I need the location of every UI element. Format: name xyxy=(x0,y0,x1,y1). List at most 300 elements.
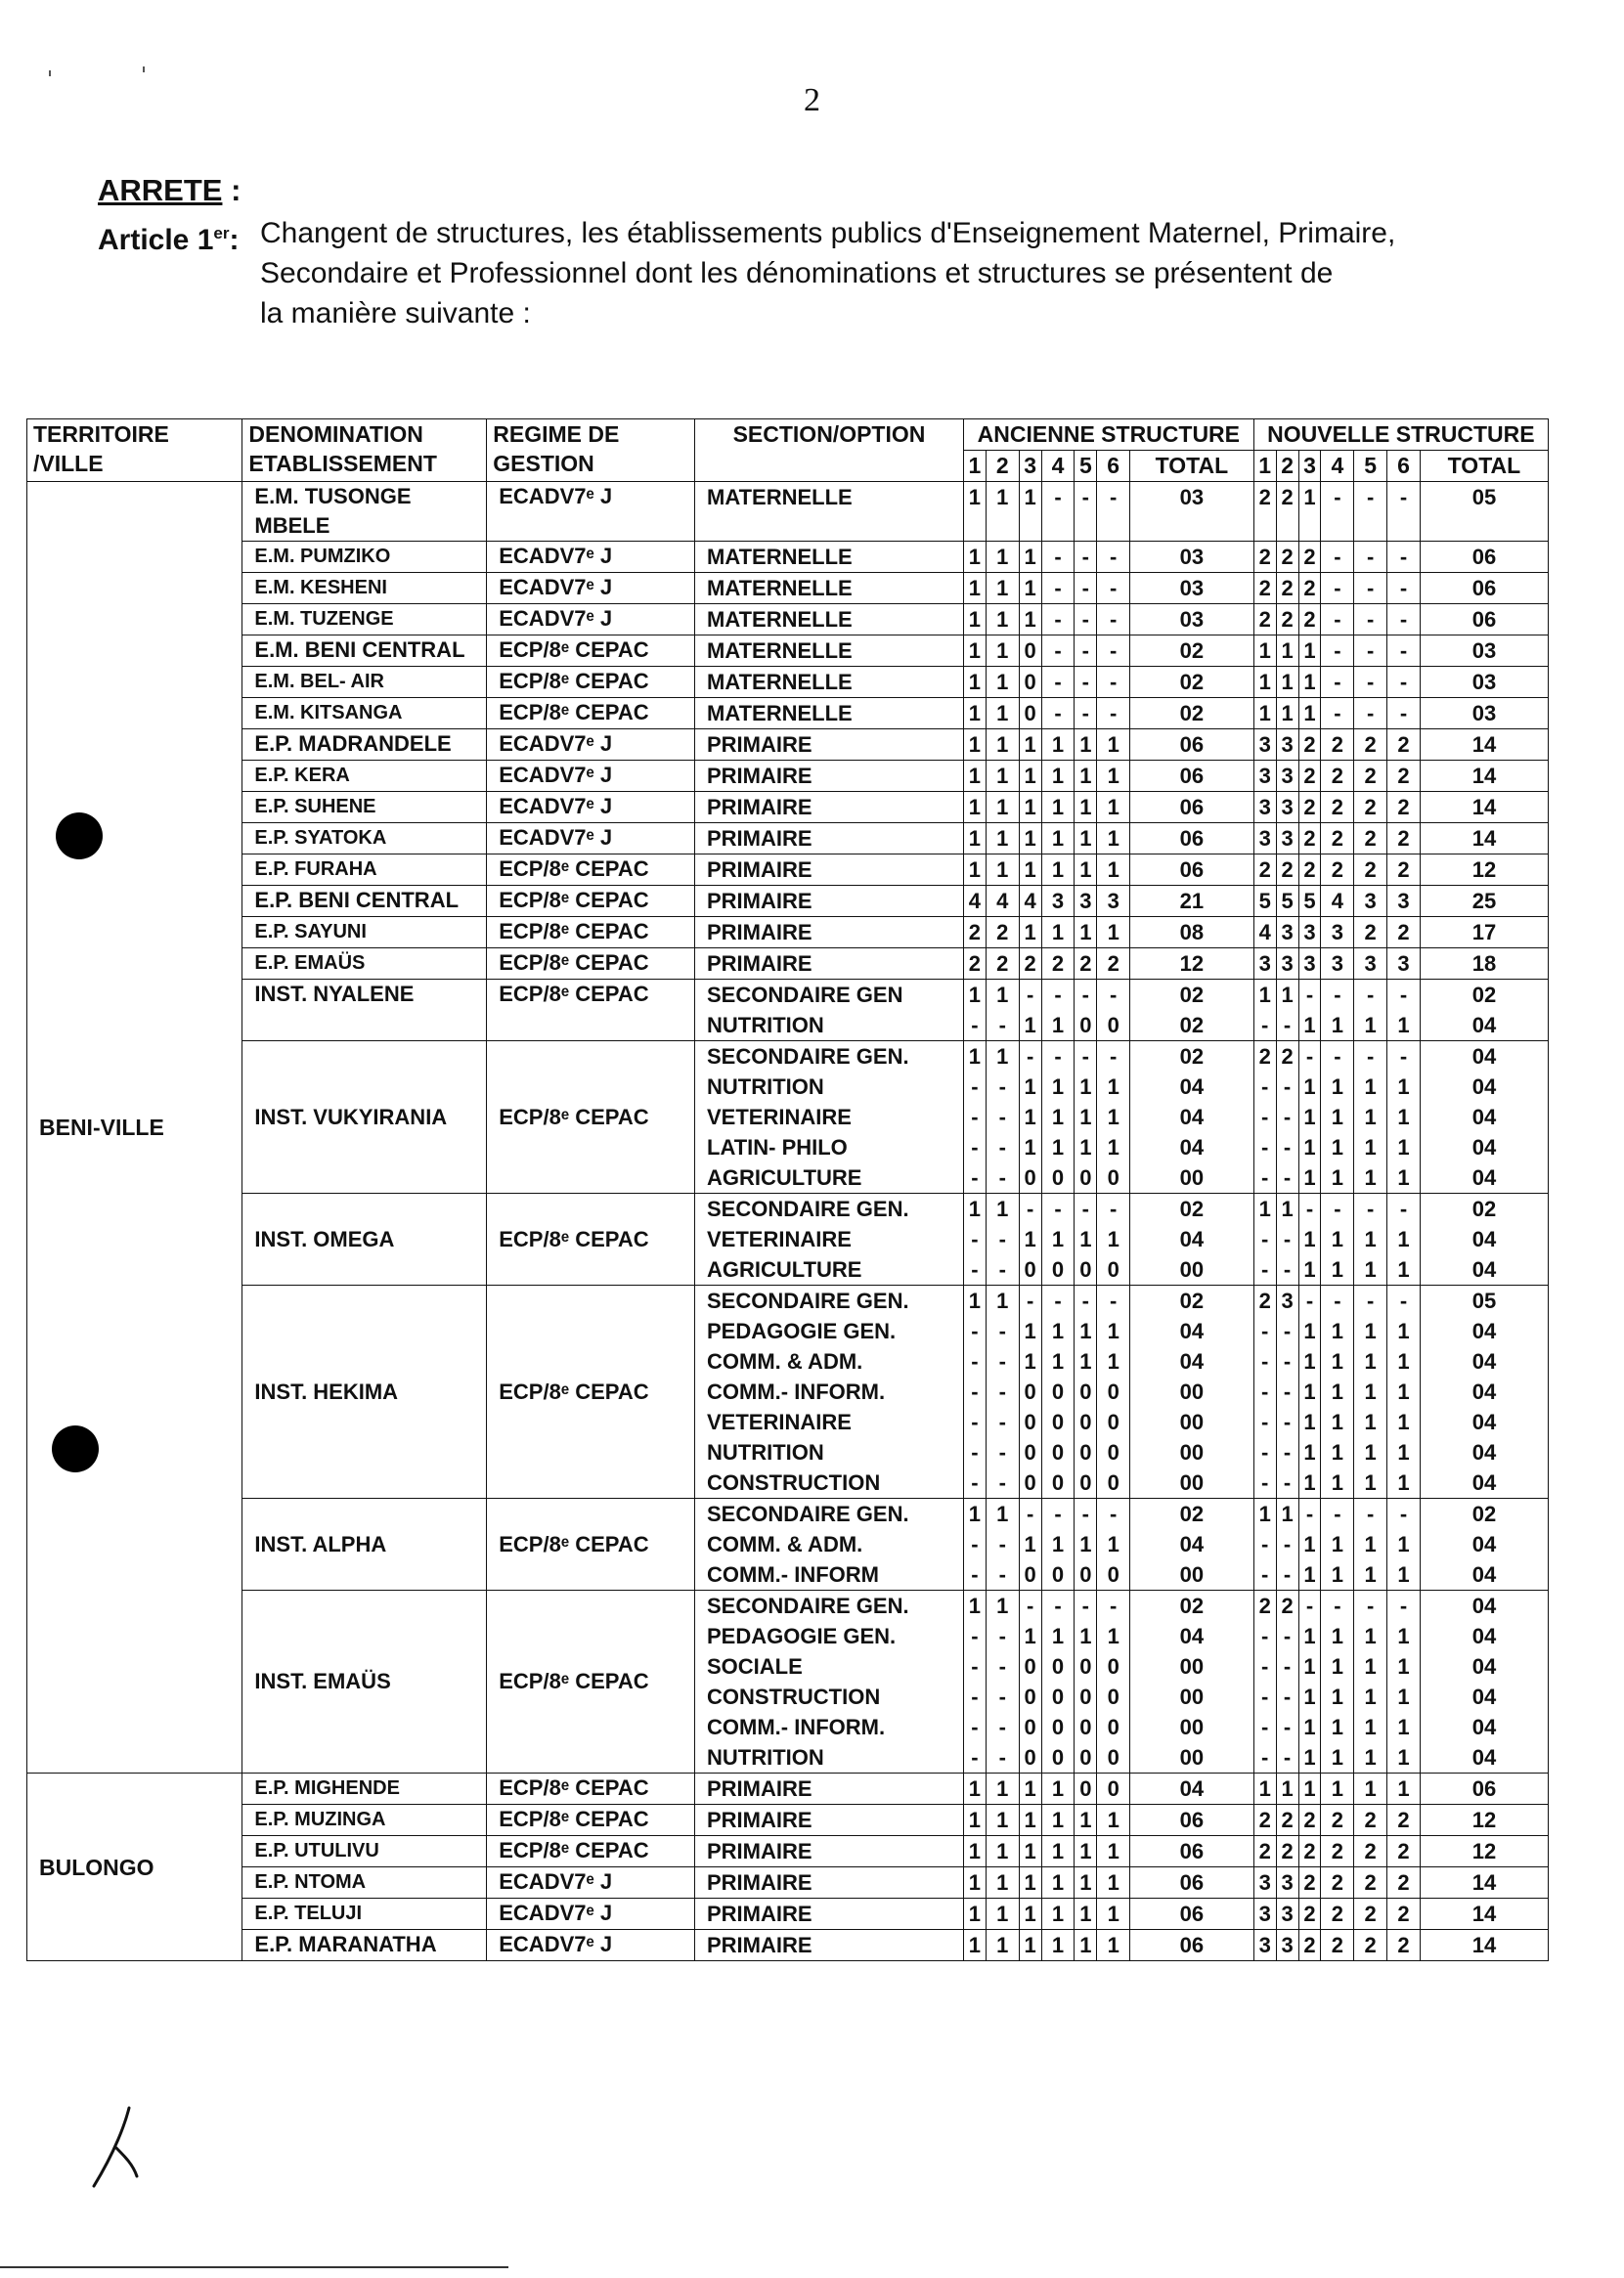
structure-value: - xyxy=(1081,485,1089,509)
old-structure-cell xyxy=(1075,761,1097,792)
structure-value: 1 xyxy=(1331,1105,1343,1129)
structure-value: 17 xyxy=(1471,920,1497,944)
section-label: VETERINAIRE xyxy=(707,1227,852,1251)
header-territoire-line: TERRITOIRE xyxy=(33,421,169,447)
structure-value: 1 xyxy=(1364,1165,1377,1190)
structure-value: 2 xyxy=(1258,857,1271,882)
structure-value: 04 xyxy=(1471,1654,1497,1679)
structure-value: 2 xyxy=(968,951,982,976)
structure-value: 2 xyxy=(1303,607,1316,632)
structure-value: 04 xyxy=(1179,1624,1205,1648)
structure-value: 02 xyxy=(1179,1502,1205,1526)
structure-value: - xyxy=(998,1470,1006,1495)
structure-value: - xyxy=(971,1349,979,1374)
structure-value: 1 xyxy=(968,670,982,694)
school-name: E.P. SUHENE xyxy=(242,792,487,823)
old-structure-cell xyxy=(1130,1286,1254,1499)
section-cell xyxy=(695,1194,964,1286)
structure-value: 1 xyxy=(1364,1380,1377,1404)
section-label: VETERINAIRE xyxy=(707,1105,852,1129)
old-structure-cell xyxy=(1075,1899,1097,1930)
school-regime: ECP/8ᵉ CEPAC xyxy=(487,667,695,698)
old-structure-cell xyxy=(1075,1591,1097,1774)
structure-value: 5 xyxy=(1281,889,1294,913)
structure-value: 2 xyxy=(1397,795,1410,819)
structure-value: 1 xyxy=(1051,1227,1065,1251)
table-row xyxy=(27,980,1549,1041)
header-nouvelle: NOUVELLE STRUCTURE xyxy=(1253,419,1548,451)
old-structure-cell xyxy=(1130,886,1254,917)
new-structure-cell xyxy=(1321,792,1354,823)
section-cell xyxy=(695,1867,964,1899)
structure-value: 0 xyxy=(1107,1685,1119,1709)
structure-value: 1 xyxy=(1397,1624,1410,1648)
structure-value: 1 xyxy=(968,545,982,569)
structure-value: 06 xyxy=(1179,795,1205,819)
school-regime: ECADV7ᵉ J xyxy=(487,604,695,635)
structure-value: 14 xyxy=(1471,1870,1497,1895)
structure-value: 1 xyxy=(1331,1470,1343,1495)
structure-value: - xyxy=(1261,1410,1269,1434)
old-structure-cell xyxy=(1130,1774,1254,1805)
article-line: Changent de structures, les établissements publics d'Enseignement Maternel, Primaire, xyxy=(260,217,1396,249)
structure-value: 05 xyxy=(1471,1289,1497,1313)
old-structure-cell xyxy=(1130,667,1254,698)
old-structure-cell xyxy=(986,729,1019,761)
structure-value: 2 xyxy=(1397,732,1410,757)
structure-value: 2 xyxy=(1258,485,1271,509)
structure-value: - xyxy=(1399,701,1408,725)
structure-value: - xyxy=(1283,1410,1292,1434)
new-structure-cell xyxy=(1298,948,1321,980)
section-cell xyxy=(695,1591,964,1774)
header-territoire xyxy=(27,419,242,482)
new-structure-cell xyxy=(1420,1867,1548,1899)
structure-value: 2 xyxy=(1397,857,1410,882)
school-name: E.P. EMAÜS xyxy=(242,948,487,980)
structure-value: 3 xyxy=(1331,951,1343,976)
structure-value: - xyxy=(971,1562,979,1587)
new-structure-cell xyxy=(1354,573,1387,604)
structure-value: 3 xyxy=(1281,795,1294,819)
structure-value: - xyxy=(1399,1502,1408,1526)
new-structure-cell xyxy=(1387,1805,1421,1836)
structure-value: 04 xyxy=(1471,1013,1497,1037)
structure-value: 2 xyxy=(1051,951,1065,976)
new-structure-cell xyxy=(1354,1499,1387,1591)
new-structure-cell xyxy=(1298,542,1321,573)
old-structure-cell xyxy=(1097,761,1130,792)
table-row xyxy=(27,482,1549,542)
new-structure-cell xyxy=(1387,667,1421,698)
new-structure-cell xyxy=(1298,823,1321,854)
old-structure-cell xyxy=(986,542,1019,573)
structure-value: - xyxy=(1399,670,1408,694)
old-structure-cell xyxy=(986,761,1019,792)
table-row xyxy=(27,1591,1549,1774)
section-cell xyxy=(695,1836,964,1867)
new-structure-cell xyxy=(1253,698,1276,729)
structure-value: - xyxy=(1305,1197,1314,1221)
old-structure-cell xyxy=(1097,1836,1130,1867)
new-structure-cell xyxy=(1298,917,1321,948)
table-row xyxy=(27,1499,1549,1591)
new-structure-cell xyxy=(1354,980,1387,1041)
structure-value: - xyxy=(971,1257,979,1282)
arrete-title: ARRETE xyxy=(98,173,223,207)
old-structure-cell xyxy=(986,1867,1019,1899)
structure-value: - xyxy=(971,1470,979,1495)
structure-value: - xyxy=(1283,1532,1292,1556)
structure-value: - xyxy=(1334,607,1341,632)
header-new-col: TOTAL xyxy=(1420,451,1548,482)
structure-value: 02 xyxy=(1179,1594,1205,1618)
structure-value: 1 xyxy=(1364,1410,1377,1434)
structure-value: 2 xyxy=(1364,857,1377,882)
structure-value: 1 xyxy=(1303,1349,1316,1374)
old-structure-cell xyxy=(1097,1591,1130,1774)
new-structure-cell xyxy=(1354,729,1387,761)
new-structure-cell xyxy=(1276,761,1298,792)
structure-value: 2 xyxy=(1303,732,1316,757)
new-structure-cell xyxy=(1321,917,1354,948)
table-row xyxy=(27,761,1549,792)
school-regime: ECP/8ᵉ CEPAC xyxy=(487,1591,695,1774)
new-structure-cell xyxy=(1321,1499,1354,1591)
structure-value: 02 xyxy=(1179,1289,1205,1313)
old-structure-cell xyxy=(1130,1930,1254,1961)
old-structure-cell xyxy=(963,1836,986,1867)
section-label: AGRICULTURE xyxy=(707,1165,862,1190)
structure-value: 1 xyxy=(1303,485,1316,509)
structure-value: 06 xyxy=(1471,576,1497,600)
new-structure-cell xyxy=(1321,635,1354,667)
structure-value: 1 xyxy=(1281,983,1294,1007)
structure-value: 03 xyxy=(1179,607,1205,632)
old-structure-cell xyxy=(986,1930,1019,1961)
new-structure-cell xyxy=(1387,1194,1421,1286)
structure-value: 1 xyxy=(968,795,982,819)
structure-value: - xyxy=(1367,485,1375,509)
old-structure-cell xyxy=(1097,1805,1130,1836)
structure-value: - xyxy=(1261,1470,1269,1495)
structure-value: - xyxy=(998,1532,1006,1556)
old-structure-cell xyxy=(986,886,1019,917)
structure-value: 1 xyxy=(1024,1870,1036,1895)
section-label: SECONDAIRE GEN. xyxy=(707,1594,909,1618)
old-structure-cell xyxy=(1041,635,1075,667)
old-structure-cell xyxy=(986,635,1019,667)
old-structure-cell xyxy=(963,886,986,917)
structure-value: 1 xyxy=(996,983,1009,1007)
table-row xyxy=(27,1041,1549,1194)
structure-value: 1 xyxy=(968,576,982,600)
structure-value: - xyxy=(1054,1502,1062,1526)
old-structure-cell xyxy=(1041,1836,1075,1867)
old-structure-cell xyxy=(1019,1899,1041,1930)
structure-value: 1 xyxy=(1079,732,1092,757)
structure-value: - xyxy=(1283,1013,1292,1037)
structure-value: 0 xyxy=(1051,1410,1065,1434)
new-structure-cell xyxy=(1420,980,1548,1041)
structure-value: 1 xyxy=(1258,638,1271,663)
structure-value: 0 xyxy=(1051,1745,1065,1770)
header-old-col: 2 xyxy=(986,451,1019,482)
new-structure-cell xyxy=(1276,667,1298,698)
new-structure-cell xyxy=(1420,761,1548,792)
structure-value: 1 xyxy=(1107,1808,1119,1832)
old-structure-cell xyxy=(1041,667,1075,698)
structure-value: 0 xyxy=(1024,1380,1036,1404)
structure-value: 1 xyxy=(968,1197,982,1221)
school-regime: ECP/8ᵉ CEPAC xyxy=(487,854,695,886)
new-structure-cell xyxy=(1276,1867,1298,1899)
structure-value: - xyxy=(1054,607,1062,632)
new-structure-cell xyxy=(1387,1836,1421,1867)
structure-value: 3 xyxy=(1258,1870,1271,1895)
table-row xyxy=(27,635,1549,667)
structure-value: 1 xyxy=(1051,1902,1065,1926)
structure-value: 2 xyxy=(1331,795,1343,819)
structure-value: 00 xyxy=(1179,1440,1205,1465)
table-row xyxy=(27,1774,1549,1805)
structure-value: 04 xyxy=(1471,1594,1497,1618)
new-structure-cell xyxy=(1387,1930,1421,1961)
old-structure-cell xyxy=(986,1836,1019,1867)
new-structure-cell xyxy=(1420,1805,1548,1836)
old-structure-cell xyxy=(1097,482,1130,542)
old-structure-cell xyxy=(1041,1774,1075,1805)
structure-value: 1 xyxy=(1107,1105,1119,1129)
old-structure-cell xyxy=(986,1499,1019,1591)
structure-value: 2 xyxy=(1397,764,1410,788)
structure-value: 1 xyxy=(1258,1197,1271,1221)
structure-value: - xyxy=(998,1349,1006,1374)
structure-value: 1 xyxy=(1079,1105,1092,1129)
structure-value: - xyxy=(1110,701,1118,725)
new-structure-cell xyxy=(1276,1836,1298,1867)
structure-value: 0 xyxy=(1051,1165,1065,1190)
section-cell xyxy=(695,948,964,980)
table-row xyxy=(27,948,1549,980)
table-row xyxy=(27,792,1549,823)
structure-value: 14 xyxy=(1471,826,1497,851)
old-structure-cell xyxy=(1097,854,1130,886)
structure-value: 1 xyxy=(1079,1933,1092,1957)
old-structure-cell xyxy=(963,980,986,1041)
structure-value: 2 xyxy=(1281,1839,1294,1863)
structure-value: 1 xyxy=(1107,826,1119,851)
structure-value: 1 xyxy=(968,1594,982,1618)
structure-value: 2 xyxy=(1303,1839,1316,1863)
section-cell xyxy=(695,854,964,886)
old-structure-cell xyxy=(963,1499,986,1591)
structure-value: 00 xyxy=(1179,1380,1205,1404)
school-regime: ECP/8ᵉ CEPAC xyxy=(487,698,695,729)
structure-value: 3 xyxy=(1281,732,1294,757)
new-structure-cell xyxy=(1354,823,1387,854)
structure-value: 3 xyxy=(1281,1902,1294,1926)
section-cell xyxy=(695,635,964,667)
table-row xyxy=(27,1194,1549,1286)
new-structure-cell xyxy=(1253,823,1276,854)
old-structure-cell xyxy=(963,1930,986,1961)
structure-value: 04 xyxy=(1179,1349,1205,1374)
new-structure-cell xyxy=(1354,667,1387,698)
old-structure-cell xyxy=(1075,635,1097,667)
structure-value: - xyxy=(1261,1562,1269,1587)
section-cell xyxy=(695,573,964,604)
old-structure-cell xyxy=(986,792,1019,823)
structure-value: 2 xyxy=(1281,1808,1294,1832)
structure-value: 0 xyxy=(1051,1470,1065,1495)
old-structure-cell xyxy=(1097,1499,1130,1591)
structure-value: - xyxy=(1367,670,1375,694)
structure-value: - xyxy=(1261,1715,1269,1739)
old-structure-cell xyxy=(1097,1899,1130,1930)
old-structure-cell xyxy=(986,1286,1019,1499)
structure-value: - xyxy=(971,1380,979,1404)
structure-value: - xyxy=(1261,1624,1269,1648)
old-structure-cell xyxy=(986,604,1019,635)
structure-value: 3 xyxy=(1258,795,1271,819)
school-regime: ECP/8ᵉ CEPAC xyxy=(487,635,695,667)
structure-value: 3 xyxy=(1397,951,1410,976)
new-structure-cell xyxy=(1354,792,1387,823)
structure-value: 2 xyxy=(1364,1870,1377,1895)
structure-value: 04 xyxy=(1471,1380,1497,1404)
new-structure-cell xyxy=(1321,604,1354,635)
structure-value: - xyxy=(1399,983,1408,1007)
structure-value: - xyxy=(1261,1165,1269,1190)
school-name: E.M. TUSONGE MBELE xyxy=(242,482,487,542)
structure-value: 1 xyxy=(1258,1502,1271,1526)
new-structure-cell xyxy=(1253,854,1276,886)
old-structure-cell xyxy=(1019,917,1041,948)
new-structure-cell xyxy=(1354,635,1387,667)
structure-value: 04 xyxy=(1179,1105,1205,1129)
header-old-col: 1 xyxy=(963,451,986,482)
school-regime: ECP/8ᵉ CEPAC xyxy=(487,980,695,1041)
structure-value: 1 xyxy=(1331,1135,1343,1160)
structure-value: - xyxy=(1283,1440,1292,1465)
structure-value: 2 xyxy=(1364,795,1377,819)
structure-value: 1 xyxy=(968,1776,982,1801)
old-structure-cell xyxy=(1041,948,1075,980)
structure-value: 04 xyxy=(1179,1074,1205,1099)
new-structure-cell xyxy=(1298,980,1321,1041)
new-structure-cell xyxy=(1276,1930,1298,1961)
old-structure-cell xyxy=(963,542,986,573)
section-label: PRIMAIRE xyxy=(707,1902,812,1926)
section-label: SECONDAIRE GEN. xyxy=(707,1197,909,1221)
structure-value: 1 xyxy=(1107,732,1119,757)
section-label: PEDAGOGIE GEN. xyxy=(707,1319,897,1343)
new-structure-cell xyxy=(1354,1286,1387,1499)
school-name: E.M. BENI CENTRAL xyxy=(242,635,487,667)
school-name: INST. NYALENE xyxy=(242,980,487,1041)
table-row xyxy=(27,729,1549,761)
new-structure-cell xyxy=(1321,823,1354,854)
new-structure-cell xyxy=(1276,573,1298,604)
structure-value: 2 xyxy=(1303,1902,1316,1926)
structure-value: 1 xyxy=(996,1933,1009,1957)
section-label: PRIMAIRE xyxy=(707,857,812,882)
structure-value: 2 xyxy=(1303,826,1316,851)
new-structure-cell xyxy=(1298,1286,1321,1499)
old-structure-cell xyxy=(986,1591,1019,1774)
structure-value: 0 xyxy=(1079,1562,1092,1587)
old-structure-cell xyxy=(1075,698,1097,729)
new-structure-cell xyxy=(1298,854,1321,886)
old-structure-cell xyxy=(1130,698,1254,729)
new-structure-cell xyxy=(1354,1194,1387,1286)
structure-value: 1 xyxy=(996,545,1009,569)
structure-value: - xyxy=(1110,983,1118,1007)
structure-value: 1 xyxy=(996,576,1009,600)
structure-value: 3 xyxy=(1258,826,1271,851)
structure-value: 1 xyxy=(1051,1074,1065,1099)
structure-value: 1 xyxy=(1051,1135,1065,1160)
structure-value: 00 xyxy=(1179,1654,1205,1679)
structure-value: - xyxy=(998,1227,1006,1251)
structure-value: - xyxy=(998,1380,1006,1404)
structure-value: 0 xyxy=(1079,1013,1092,1037)
structure-value: 1 xyxy=(1331,1654,1343,1679)
table-row xyxy=(27,823,1549,854)
structure-value: 1 xyxy=(1107,1074,1119,1099)
old-structure-cell xyxy=(1041,792,1075,823)
structure-value: 1 xyxy=(1024,1839,1036,1863)
structure-value: 1 xyxy=(968,1902,982,1926)
structure-value: - xyxy=(1261,1319,1269,1343)
structure-value: - xyxy=(971,1105,979,1129)
structure-value: 0 xyxy=(1024,1685,1036,1709)
structure-value: 1 xyxy=(1397,1745,1410,1770)
structure-value: - xyxy=(1283,1349,1292,1374)
new-structure-cell xyxy=(1298,698,1321,729)
new-structure-cell xyxy=(1387,729,1421,761)
old-structure-cell xyxy=(1041,482,1075,542)
structure-value: - xyxy=(1367,701,1375,725)
structure-value: 2 xyxy=(1397,920,1410,944)
structure-value: 03 xyxy=(1179,485,1205,509)
structure-value: 1 xyxy=(1364,1013,1377,1037)
structure-value: 3 xyxy=(1258,1933,1271,1957)
structure-value: 1 xyxy=(1024,1319,1036,1343)
structure-value: 1 xyxy=(1281,701,1294,725)
structure-value: 06 xyxy=(1179,857,1205,882)
structure-value: 0 xyxy=(1107,1013,1119,1037)
structure-value: 1 xyxy=(1303,1532,1316,1556)
structure-value: 1 xyxy=(1051,920,1065,944)
structure-value: - xyxy=(998,1074,1006,1099)
new-structure-cell xyxy=(1298,761,1321,792)
structure-value: - xyxy=(1334,701,1341,725)
structure-value: - xyxy=(1081,576,1089,600)
structure-value: - xyxy=(1261,1349,1269,1374)
new-structure-cell xyxy=(1321,761,1354,792)
old-structure-cell xyxy=(1097,1774,1130,1805)
old-structure-cell xyxy=(1075,1774,1097,1805)
structure-value: - xyxy=(1283,1135,1292,1160)
old-structure-cell xyxy=(986,573,1019,604)
structure-value: - xyxy=(1399,1289,1408,1313)
structure-value: 0 xyxy=(1107,1470,1119,1495)
new-structure-cell xyxy=(1354,1836,1387,1867)
old-structure-cell xyxy=(1097,1867,1130,1899)
structure-value: 2 xyxy=(1364,920,1377,944)
